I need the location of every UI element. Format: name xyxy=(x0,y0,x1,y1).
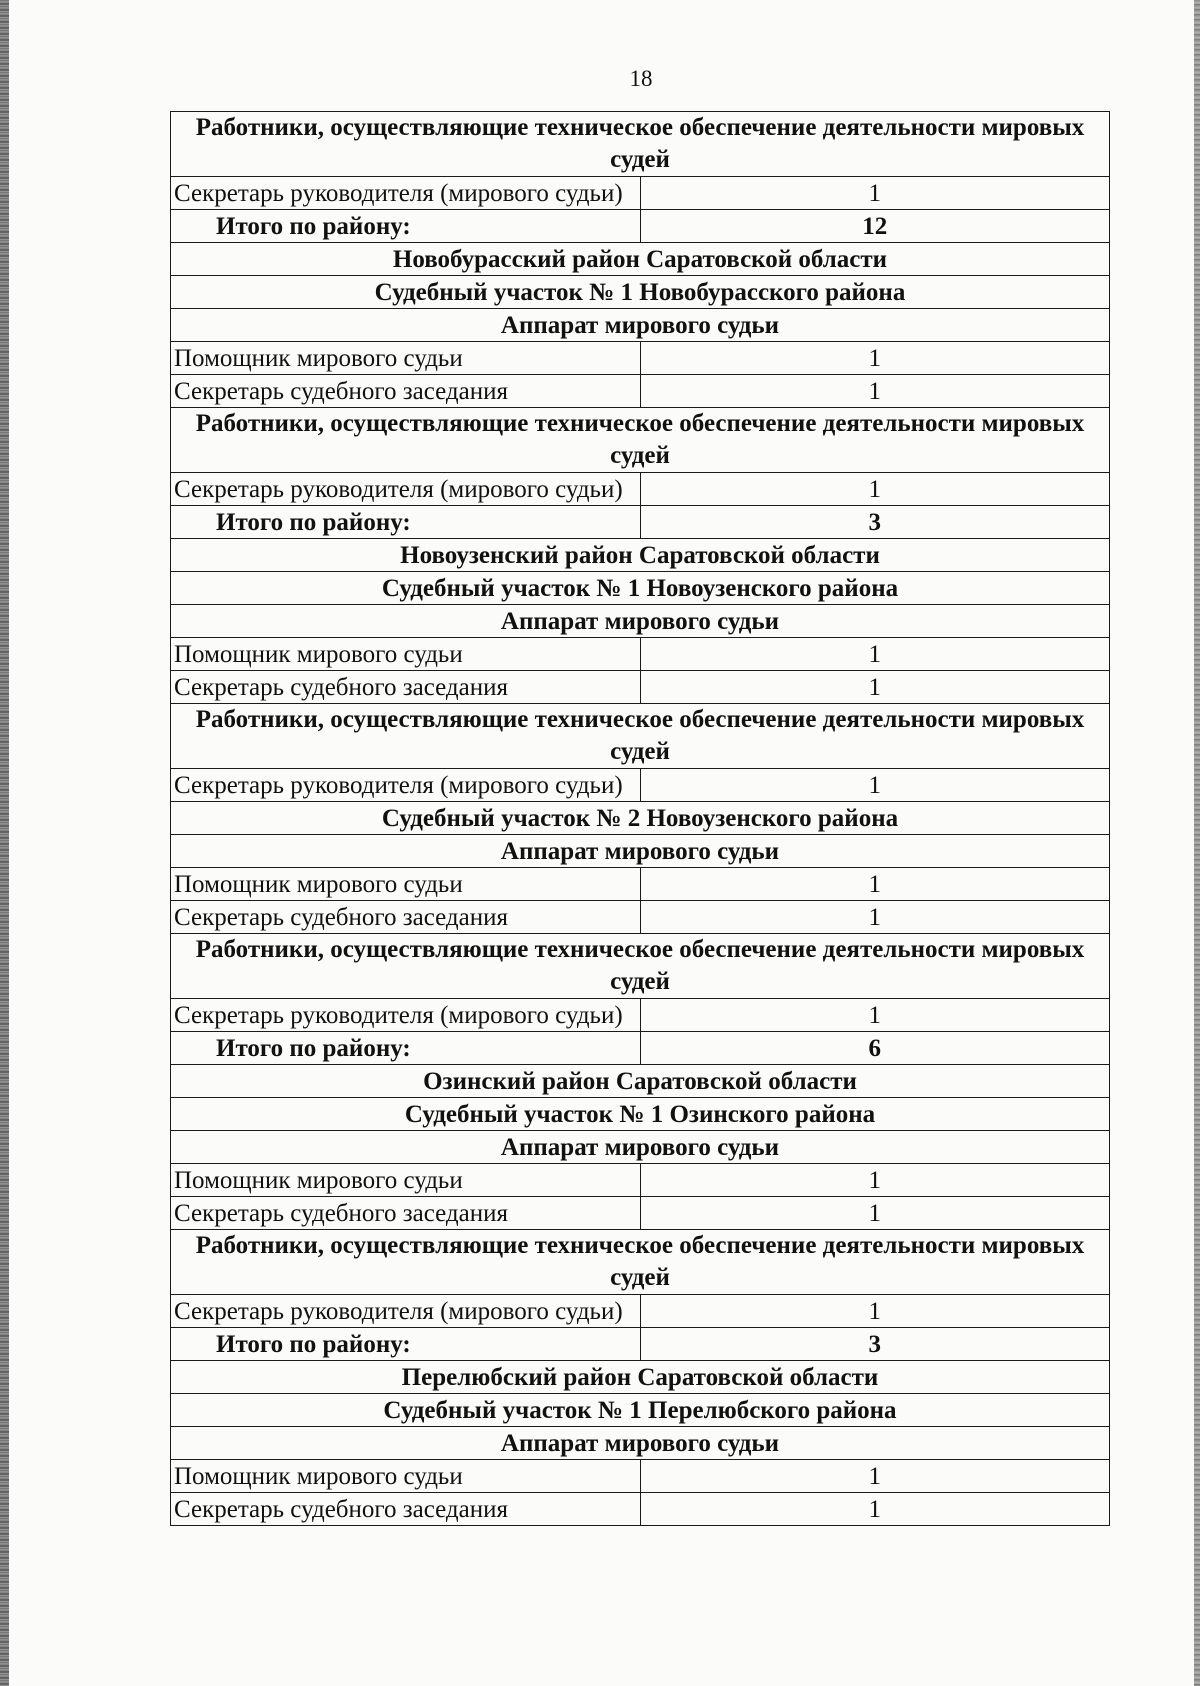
position-name: Секретарь руководителя (мирового судьи) xyxy=(171,473,641,506)
section-header: Перелюбский район Саратовской области xyxy=(171,1361,1110,1394)
section-header-row xyxy=(171,1098,1110,1131)
position-name: Секретарь руководителя (мирового судьи) xyxy=(171,1295,641,1328)
position-name: Секретарь судебного заседания xyxy=(171,901,641,934)
position-row xyxy=(171,1493,1110,1526)
position-name: Помощник мирового судьи xyxy=(171,1164,641,1197)
position-name: Секретарь судебного заседания xyxy=(171,375,641,408)
position-count: 1 xyxy=(640,1460,1110,1493)
section-header: Озинский район Саратовской области xyxy=(171,1065,1110,1098)
total-count: 12 xyxy=(640,210,1110,243)
position-row xyxy=(171,177,1110,210)
section-header: Новобурасский район Саратовской области xyxy=(171,243,1110,276)
position-count: 1 xyxy=(640,1164,1110,1197)
district-total-row xyxy=(171,1328,1110,1361)
section-header: Судебный участок № 1 Перелюбского района xyxy=(171,1394,1110,1427)
position-row xyxy=(171,868,1110,901)
section-header: Работники, осуществляющие техническое обеспечение деятельности мировых судей xyxy=(171,704,1110,769)
position-row xyxy=(171,901,1110,934)
section-header: Аппарат мирового судьи xyxy=(171,835,1110,868)
position-name: Секретарь судебного заседания xyxy=(171,1197,641,1230)
position-name: Секретарь судебного заседания xyxy=(171,1493,641,1526)
position-name: Помощник мирового судьи xyxy=(171,342,641,375)
total-label: Итого по району: xyxy=(171,506,641,539)
total-label: Итого по району: xyxy=(171,210,641,243)
position-row xyxy=(171,1295,1110,1328)
section-header: Судебный участок № 1 Новоузенского района xyxy=(171,572,1110,605)
section-header-row xyxy=(171,802,1110,835)
section-header-row xyxy=(171,1065,1110,1098)
total-count: 3 xyxy=(640,506,1110,539)
section-header: Судебный участок № 1 Озинского района xyxy=(171,1098,1110,1131)
section-header-row xyxy=(171,572,1110,605)
position-name: Секретарь руководителя (мирового судьи) xyxy=(171,177,641,210)
section-header: Судебный участок № 1 Новобурасского района xyxy=(171,276,1110,309)
section-header: Работники, осуществляющие техническое обеспечение деятельности мировых судей xyxy=(171,934,1110,999)
position-row xyxy=(171,671,1110,704)
section-header: Аппарат мирового судьи xyxy=(171,1427,1110,1460)
section-header: Аппарат мирового судьи xyxy=(171,309,1110,342)
section-header-row xyxy=(171,243,1110,276)
section-header-row xyxy=(171,539,1110,572)
position-count: 1 xyxy=(640,671,1110,704)
section-header: Работники, осуществляющие техническое обеспечение деятельности мировых судей xyxy=(171,1230,1110,1295)
district-total-row xyxy=(171,506,1110,539)
total-count: 3 xyxy=(640,1328,1110,1361)
position-count: 1 xyxy=(640,1493,1110,1526)
position-count: 1 xyxy=(640,342,1110,375)
position-count: 1 xyxy=(640,999,1110,1032)
section-header-row xyxy=(171,1361,1110,1394)
total-count: 6 xyxy=(640,1032,1110,1065)
position-row xyxy=(171,638,1110,671)
scan-edge-left xyxy=(0,0,9,1686)
section-header-row xyxy=(171,1394,1110,1427)
section-header: Аппарат мирового судьи xyxy=(171,605,1110,638)
position-name: Секретарь руководителя (мирового судьи) xyxy=(171,999,641,1032)
position-row xyxy=(171,1197,1110,1230)
section-header-row xyxy=(171,1230,1110,1295)
section-header-row xyxy=(171,835,1110,868)
section-header-row xyxy=(171,112,1110,177)
position-name: Помощник мирового судьи xyxy=(171,868,641,901)
position-count: 1 xyxy=(640,177,1110,210)
position-count: 1 xyxy=(640,1295,1110,1328)
position-count: 1 xyxy=(640,1197,1110,1230)
section-header-row xyxy=(171,1131,1110,1164)
section-header: Работники, осуществляющие техническое обеспечение деятельности мировых судей xyxy=(171,112,1110,177)
position-count: 1 xyxy=(640,901,1110,934)
section-header: Аппарат мирового судьи xyxy=(171,1131,1110,1164)
position-count: 1 xyxy=(640,868,1110,901)
section-header-row xyxy=(171,934,1110,999)
section-header-row xyxy=(171,1427,1110,1460)
position-count: 1 xyxy=(640,473,1110,506)
position-row xyxy=(171,473,1110,506)
position-name: Секретарь руководителя (мирового судьи) xyxy=(171,769,641,802)
position-row xyxy=(171,1164,1110,1197)
position-name: Секретарь судебного заседания xyxy=(171,671,641,704)
section-header: Новоузенский район Саратовской области xyxy=(171,539,1110,572)
scan-edge-right xyxy=(1194,0,1200,1686)
position-count: 1 xyxy=(640,375,1110,408)
total-label: Итого по району: xyxy=(171,1032,641,1065)
district-total-row xyxy=(171,1032,1110,1065)
total-label: Итого по району: xyxy=(171,1328,641,1361)
position-row xyxy=(171,1460,1110,1493)
position-row xyxy=(171,375,1110,408)
position-name: Помощник мирового судьи xyxy=(171,638,641,671)
section-header: Работники, осуществляющие техническое обеспечение деятельности мировых судей xyxy=(171,408,1110,473)
position-row xyxy=(171,769,1110,802)
section-header-row xyxy=(171,704,1110,769)
staffing-table xyxy=(170,111,1110,1526)
position-count: 1 xyxy=(640,769,1110,802)
section-header-row xyxy=(171,276,1110,309)
position-count: 1 xyxy=(640,638,1110,671)
position-row xyxy=(171,999,1110,1032)
position-row xyxy=(171,342,1110,375)
page-number: 18 xyxy=(629,66,653,91)
section-header-row xyxy=(171,408,1110,473)
section-header-row xyxy=(171,605,1110,638)
section-header: Судебный участок № 2 Новоузенского района xyxy=(171,802,1110,835)
district-total-row xyxy=(171,210,1110,243)
position-name: Помощник мирового судьи xyxy=(171,1460,641,1493)
section-header-row xyxy=(171,309,1110,342)
